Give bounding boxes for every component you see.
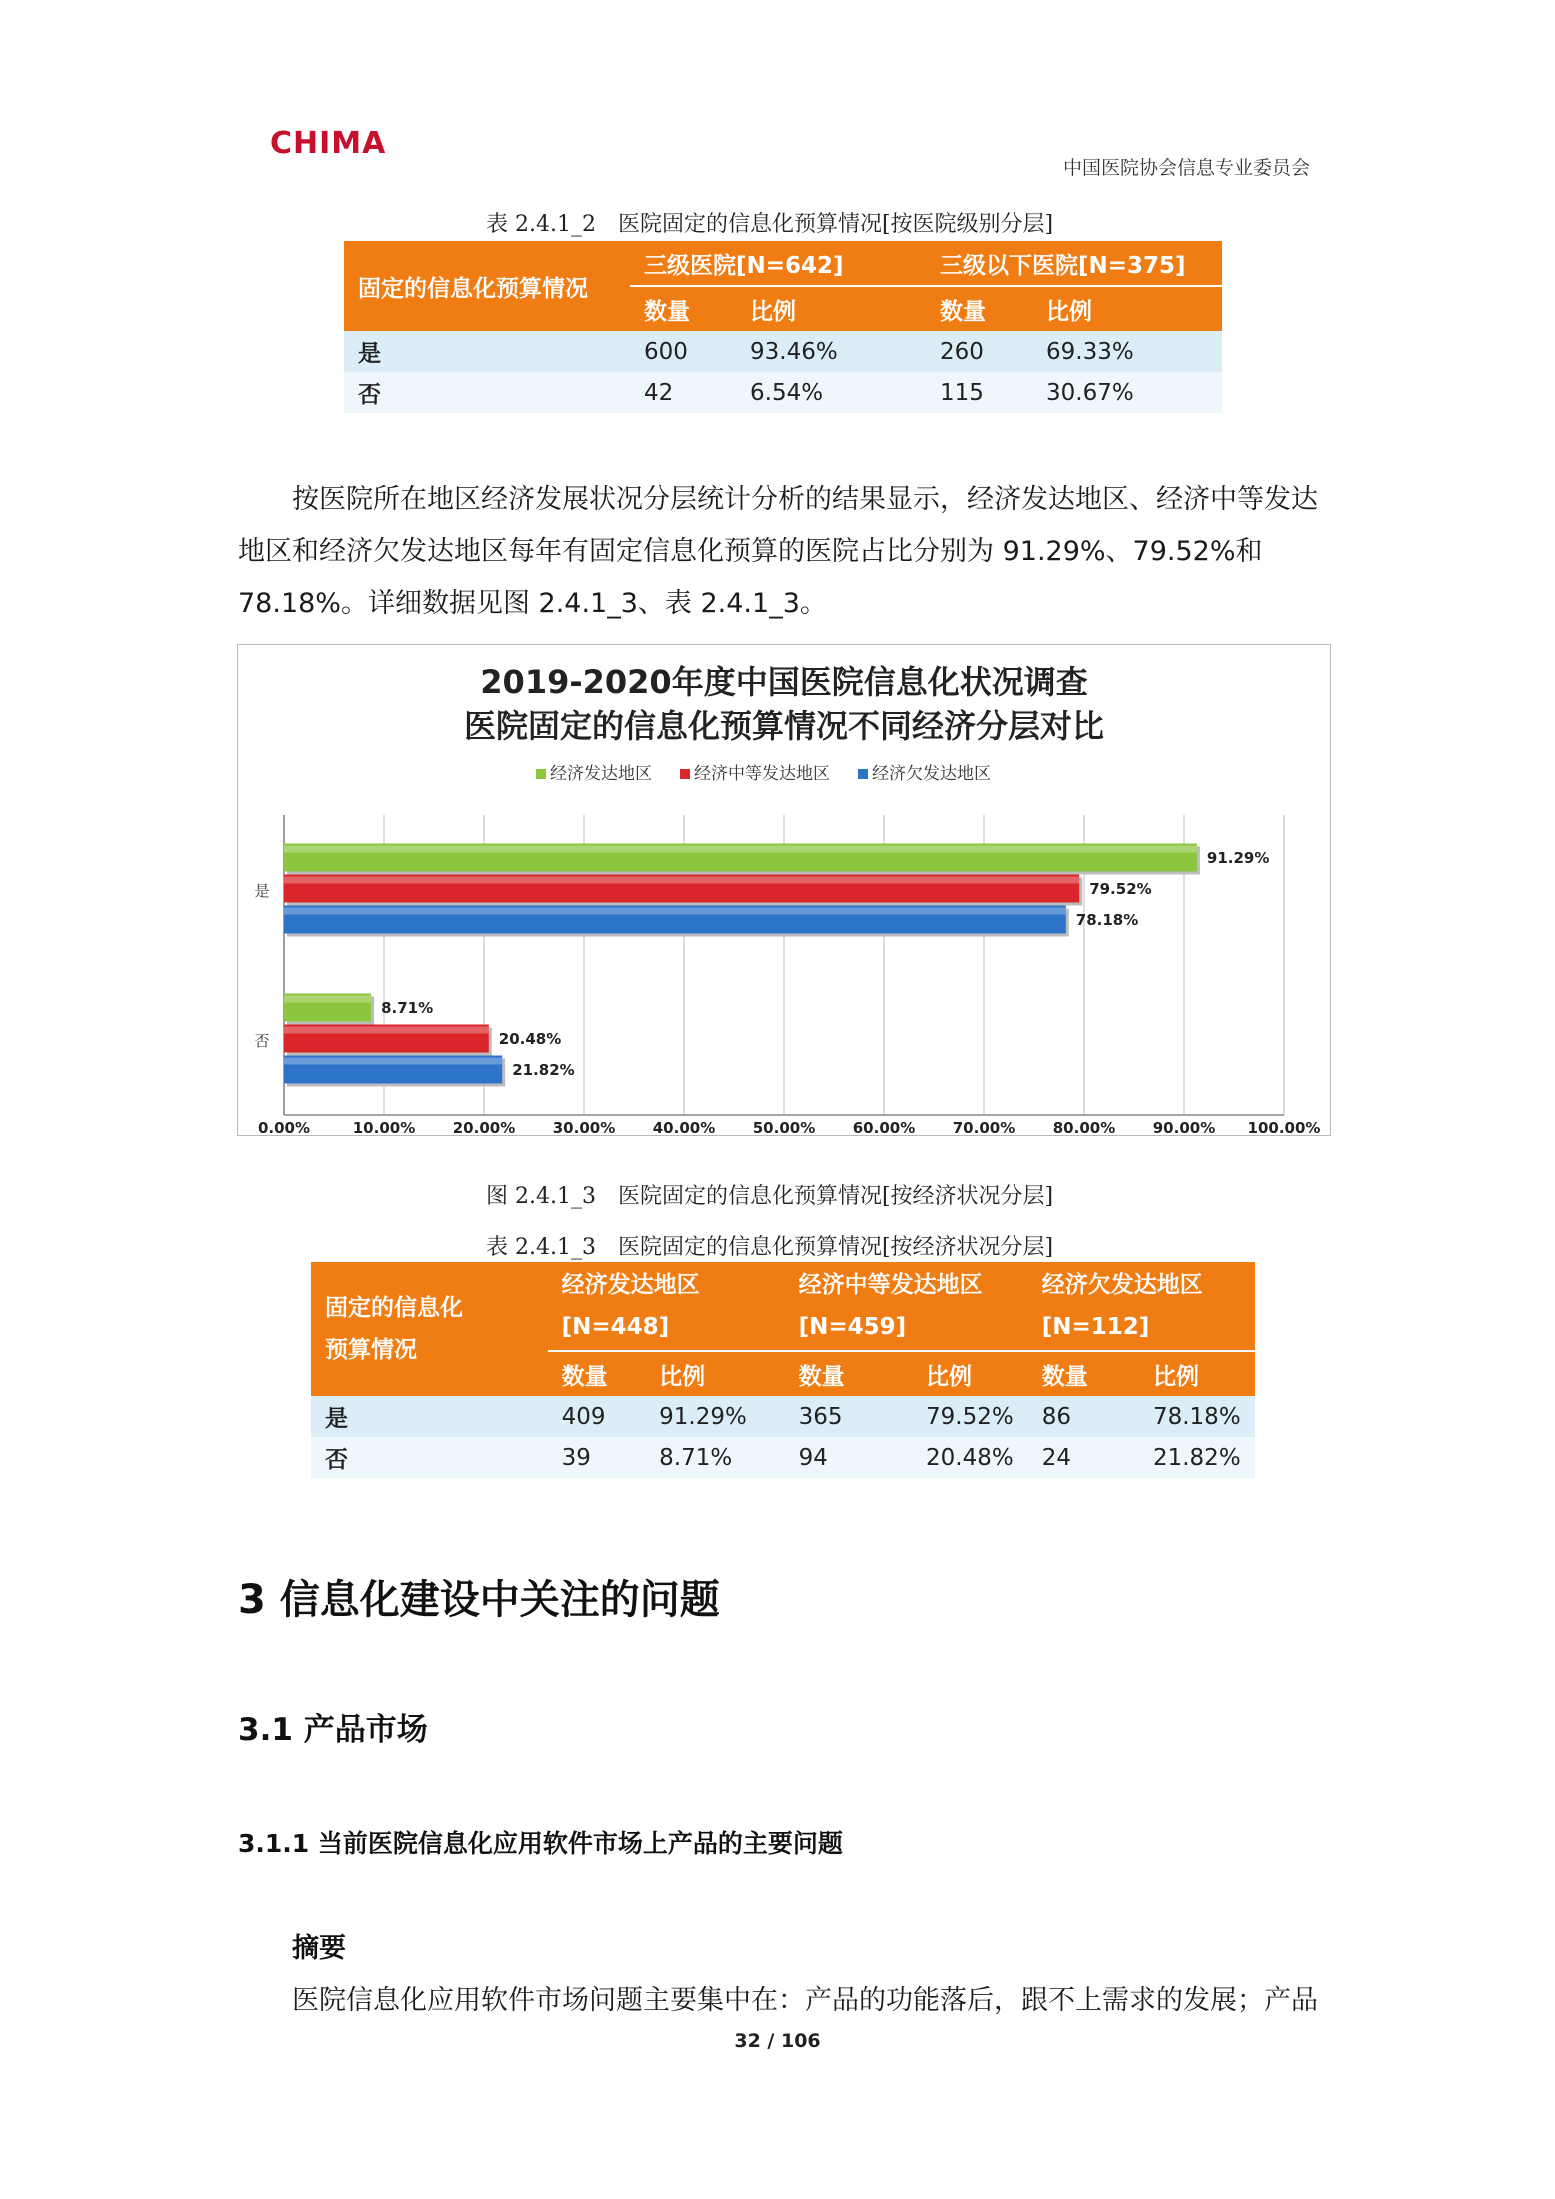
- table1-subheader: 比例: [1032, 286, 1222, 331]
- data-label: 20.48%: [498, 1030, 562, 1048]
- table-cell: 91.29%: [645, 1396, 785, 1437]
- table2-group-header: [785, 1262, 1028, 1351]
- table-cell: 20.48%: [912, 1437, 1028, 1478]
- table2-corner-header: [311, 1262, 548, 1396]
- bar-chart: [238, 645, 1330, 1135]
- table2-subheader: 数量: [548, 1351, 646, 1396]
- group-count: [N=112]: [1041, 1314, 1150, 1340]
- table1-group-header: 三级以下医院[N=375]: [926, 241, 1222, 286]
- chart-legend: [536, 764, 991, 784]
- section-heading: 3 信息化建设中关注的问题: [238, 1577, 720, 1623]
- row-label: 否: [344, 372, 630, 413]
- paragraph-line: 按医院所在地区经济发展状况分层统计分析的结果显示，经济发达地区、经济中等发达: [292, 484, 1318, 515]
- chart-title: 2019-2020年度中国医院信息化状况调查: [480, 663, 1088, 701]
- table2-group-header: [1028, 1262, 1255, 1351]
- x-tick-label: 20.00%: [452, 1119, 516, 1135]
- bar-highlight: [284, 1027, 489, 1034]
- abstract-title: 摘要: [292, 1933, 346, 1964]
- group-name: 经济中等发达地区: [798, 1272, 983, 1298]
- row-label: 是: [311, 1396, 548, 1437]
- table-cell: 39: [548, 1437, 646, 1478]
- row-label: 是: [344, 331, 630, 372]
- bar-highlight: [284, 1058, 502, 1065]
- corner-line: 预算情况: [325, 1337, 417, 1363]
- table-row: [311, 1396, 1255, 1437]
- table1-subheader: 数量: [926, 286, 1032, 331]
- table-cell: 115: [926, 372, 1032, 413]
- data-label: 79.52%: [1089, 880, 1152, 898]
- table-row: [344, 331, 1222, 372]
- table2-subheader: 数量: [785, 1351, 912, 1396]
- x-tick-label: 0.00%: [257, 1119, 311, 1135]
- row-label: 否: [311, 1437, 548, 1478]
- x-tick-label: 100.00%: [1247, 1119, 1321, 1135]
- x-tick-label: 80.00%: [1052, 1119, 1116, 1135]
- x-tick-label: 50.00%: [752, 1119, 816, 1135]
- legend-label: 经济发达地区: [550, 764, 652, 784]
- table-cell: 6.54%: [736, 372, 926, 413]
- table-row: [344, 372, 1222, 413]
- table2: [311, 1262, 1255, 1478]
- table-cell: 260: [926, 331, 1032, 372]
- legend-swatch: [536, 769, 546, 779]
- table1-subheader: 数量: [630, 286, 736, 331]
- page-number: 32 / 106: [734, 2030, 821, 2052]
- group-name: 经济发达地区: [561, 1272, 700, 1298]
- bar-highlight: [284, 846, 1197, 853]
- x-tick-label: 60.00%: [852, 1119, 916, 1135]
- table-cell: 86: [1028, 1396, 1139, 1437]
- y-category-label: 是: [254, 882, 270, 900]
- bar-highlight: [284, 908, 1066, 915]
- legend-label: 经济欠发达地区: [872, 764, 991, 784]
- table-cell: 42: [630, 372, 736, 413]
- table2-caption: 表 2.4.1_3 医院固定的信息化预算情况[按经济状况分层]: [486, 1235, 1054, 1260]
- table-cell: 21.82%: [1139, 1437, 1255, 1478]
- table2-subheader: 比例: [1139, 1351, 1255, 1396]
- chart-subtitle: 医院固定的信息化预算情况不同经济分层对比: [463, 707, 1105, 745]
- subsection-heading: 3.1 产品市场: [238, 1712, 428, 1748]
- figure-caption: 图 2.4.1_3 医院固定的信息化预算情况[按经济状况分层]: [486, 1184, 1054, 1209]
- legend-label: 经济中等发达地区: [694, 764, 830, 784]
- x-tick-label: 10.00%: [352, 1119, 416, 1135]
- table2-subheader: 比例: [645, 1351, 785, 1396]
- x-tick-label: 90.00%: [1152, 1119, 1216, 1135]
- table1: [344, 241, 1222, 413]
- table-cell: 409: [548, 1396, 646, 1437]
- table-cell: 600: [630, 331, 736, 372]
- table-cell: 79.52%: [912, 1396, 1028, 1437]
- table2-subheader: 比例: [912, 1351, 1028, 1396]
- group-name: 经济欠发达地区: [1041, 1272, 1203, 1298]
- corner-line: 固定的信息化: [325, 1295, 463, 1321]
- x-tick-label: 40.00%: [652, 1119, 716, 1135]
- chart-container: [237, 644, 1331, 1136]
- chart-y-axis: [254, 882, 269, 1050]
- table-row: [311, 1437, 1255, 1478]
- organization-name: 中国医院协会信息专业委员会: [1062, 157, 1310, 179]
- table1-corner-header: 固定的信息化预算情况: [344, 241, 630, 331]
- table-cell: 365: [785, 1396, 912, 1437]
- abstract-text: 医院信息化应用软件市场问题主要集中在：产品的功能落后，跟不上需求的发展；产品: [292, 1985, 1318, 2016]
- table1-group-header: 三级医院[N=642]: [630, 241, 926, 286]
- subsubsection-heading: 3.1.1 当前医院信息化应用软件市场上产品的主要问题: [238, 1829, 843, 1858]
- table-cell: 30.67%: [1032, 372, 1222, 413]
- x-tick-label: 30.00%: [552, 1119, 616, 1135]
- chart-bars: [284, 844, 1269, 1087]
- data-label: 8.71%: [381, 999, 434, 1017]
- data-label: 78.18%: [1075, 911, 1139, 929]
- x-tick-label: 70.00%: [952, 1119, 1016, 1135]
- legend-swatch: [858, 769, 868, 779]
- data-label: 91.29%: [1206, 849, 1270, 867]
- paragraph-line: 地区和经济欠发达地区每年有固定信息化预算的医院占比分别为 91.29%、79.52%和: [238, 536, 1263, 567]
- table-cell: 78.18%: [1139, 1396, 1255, 1437]
- bar-highlight: [284, 877, 1079, 884]
- table-cell: 24: [1028, 1437, 1139, 1478]
- bar-highlight: [284, 996, 371, 1003]
- group-count: [N=459]: [798, 1314, 907, 1340]
- table1-caption: 表 2.4.1_2 医院固定的信息化预算情况[按医院级别分层]: [486, 212, 1054, 237]
- paragraph-line: 78.18%。详细数据见图 2.4.1_3、表 2.4.1_3。: [238, 588, 827, 619]
- chima-logo: CHIMA: [270, 126, 387, 161]
- table-cell: 93.46%: [736, 331, 926, 372]
- body-paragraph: [238, 474, 1333, 630]
- y-category-label: 否: [254, 1032, 270, 1050]
- table2-group-header: [548, 1262, 785, 1351]
- group-count: [N=448]: [561, 1314, 670, 1340]
- table2-subheader: 数量: [1028, 1351, 1139, 1396]
- table-cell: 8.71%: [645, 1437, 785, 1478]
- data-label: 21.82%: [512, 1061, 575, 1079]
- table1-subheader: 比例: [736, 286, 926, 331]
- legend-swatch: [680, 769, 690, 779]
- table-cell: 94: [785, 1437, 912, 1478]
- table-cell: 69.33%: [1032, 331, 1222, 372]
- chart-x-axis: [258, 1119, 1320, 1135]
